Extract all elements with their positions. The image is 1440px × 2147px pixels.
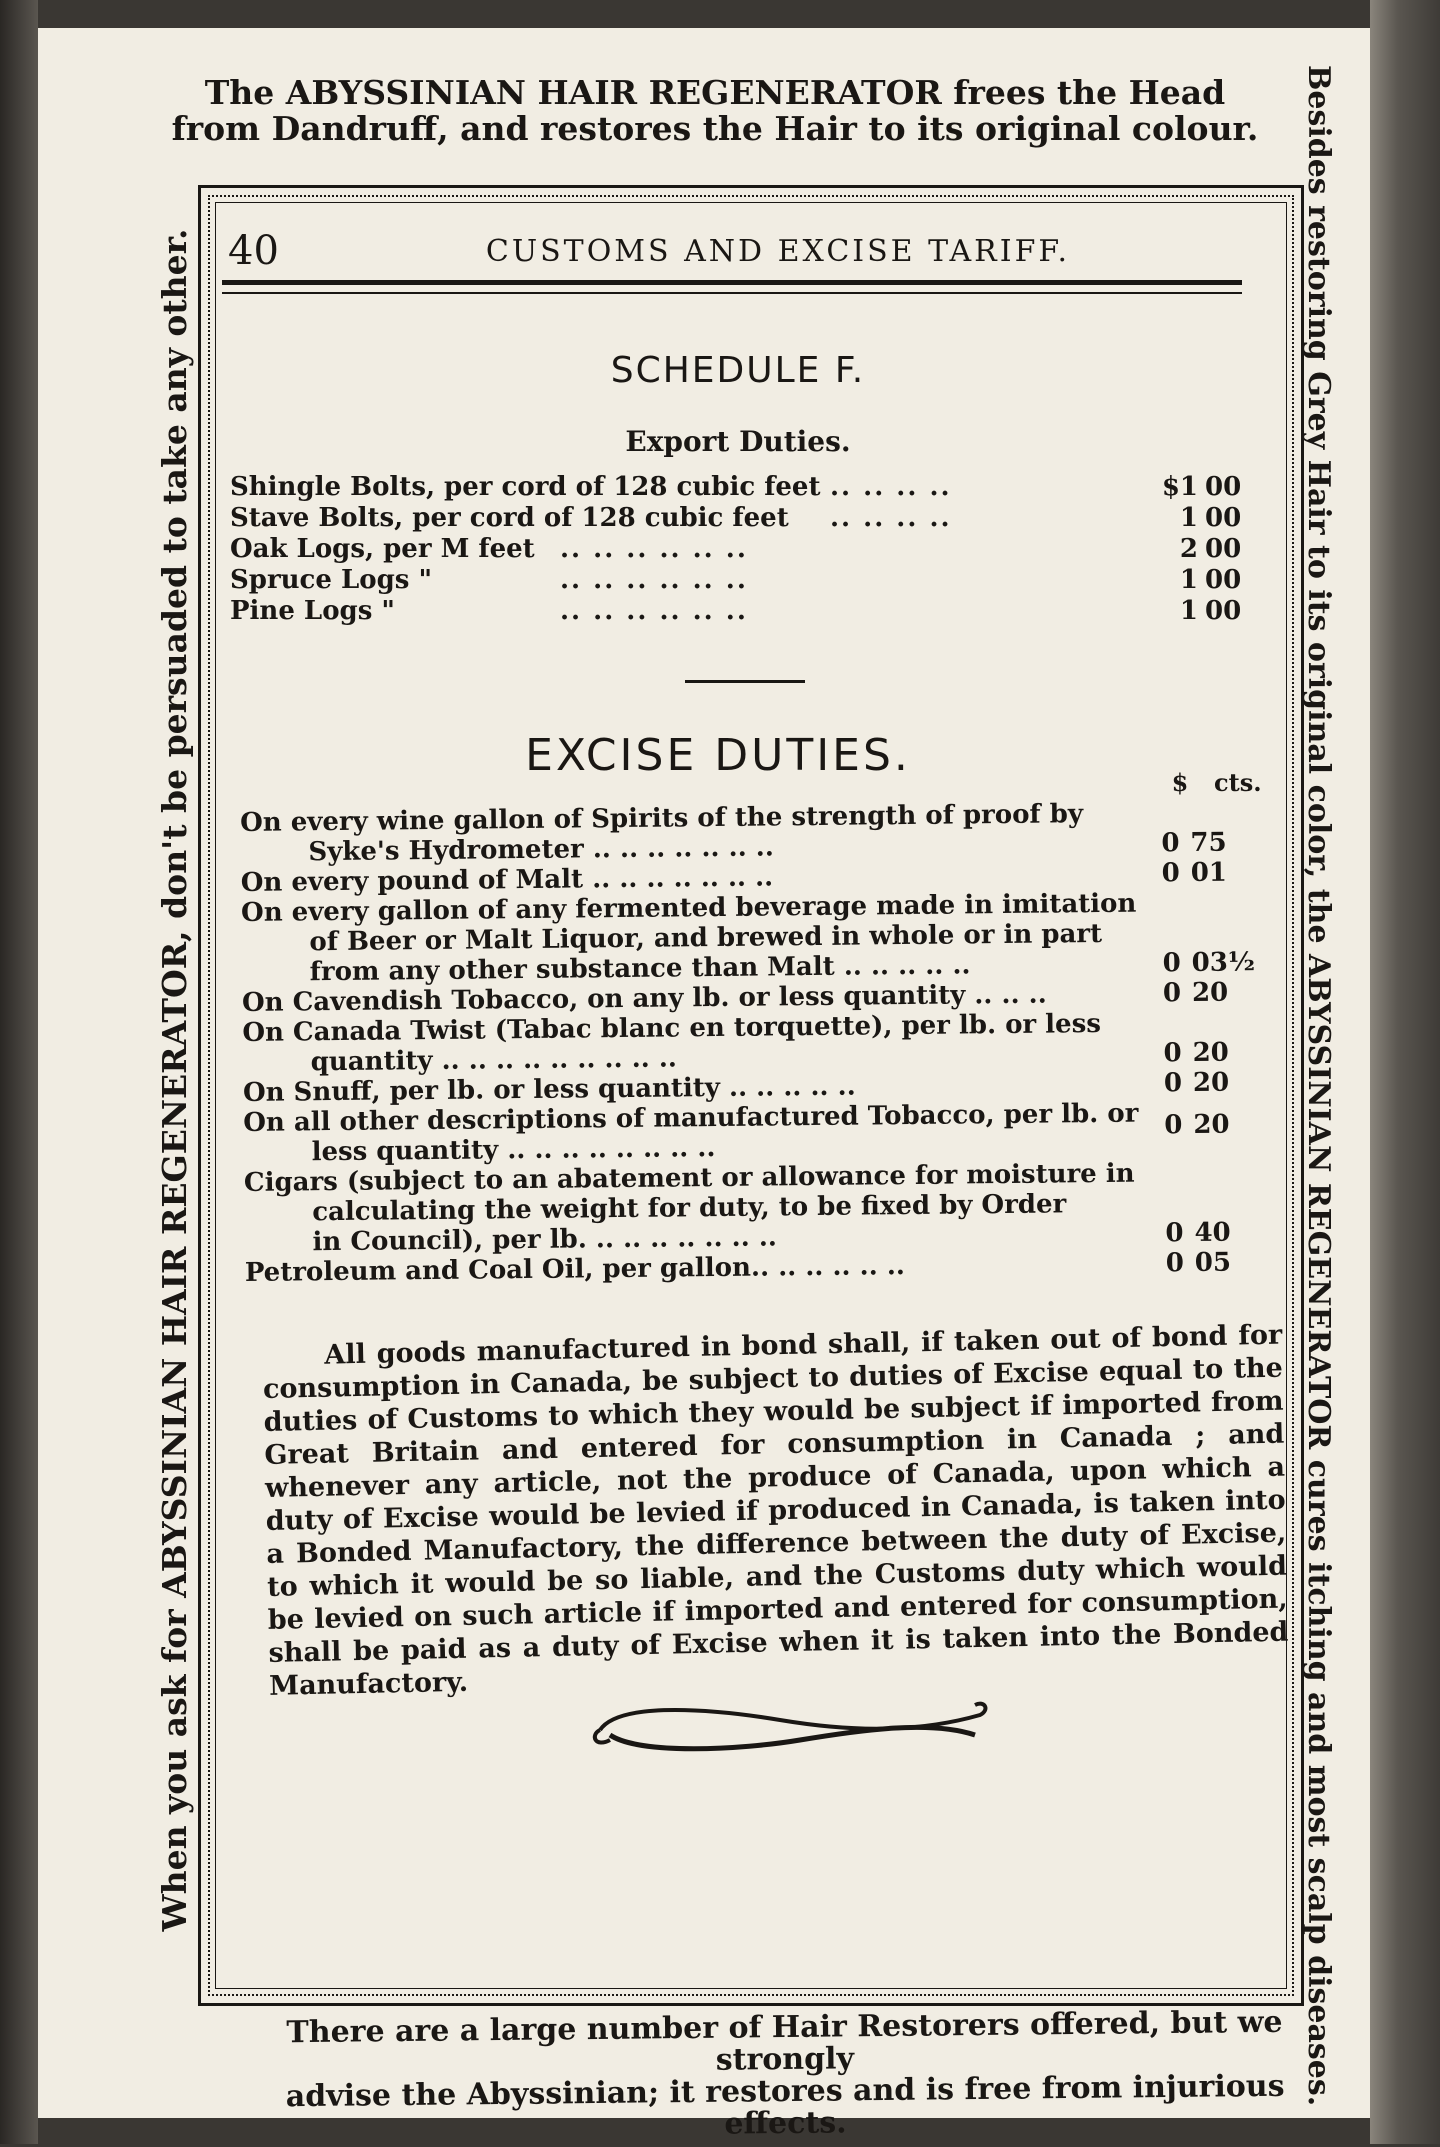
top-ad-line-2: from Dandruff, and restores the Hair to its original colour. <box>171 109 1259 148</box>
top-ad-line-1: The ABYSSINIAN HAIR REGENERATOR frees the Head <box>204 73 1226 112</box>
bonded-goods-paragraph: All goods manufactured in bond shall, if taken out of bond for consumption in Canada, be subject to duties of Excise equal to the duties of Customs to which they would be subject if imported from Great Britain and entered for consumption in Canada ; and whenever any article, not the produce of Canada, upon which a duty of Excise would be levied if produced in Canada, is taken into a Bonded Manufactory, the difference between the duty of Excise, to which it would be so liable, and the Customs duty which would be levied on such article if imported and entered for consumption, shall be paid as a duty of Excise when it is taken into the Bonded Manufactory. <box>262 1319 1289 1702</box>
table-row: On all other descriptions of manufactured Tobacco, per lb. or less quantity .. .. .. .. .. .. .. .. 0 20 <box>243 1098 1230 1168</box>
flourish-ornament <box>580 1680 1000 1770</box>
page-edge-stack <box>1370 0 1440 2144</box>
table-row: On every wine gallon of Spirits of the strength of proof by Syke's Hydrometer .. .. .. .. .. .. .. 0 75 <box>240 799 1227 868</box>
export-duties-heading: Export Duties. <box>625 425 851 458</box>
table-row: Spruce Logs " .. .. .. .. .. .. 1 00 <box>230 565 1242 595</box>
page-title: CUSTOMS AND EXCISE TARIFF. <box>485 234 1071 269</box>
table-row: Cigars (subject to an abatement or allowance for moisture in calculating the weight for duty, to be fixed by Order in Council), per lb. .. .. .. .. .. .. .. 0 40 <box>243 1158 1231 1258</box>
excise-column-header: $ cts. <box>1171 768 1262 797</box>
table-row: Pine Logs " .. .. .. .. .. .. 1 00 <box>230 596 1242 626</box>
table-row: Petroleum and Coal Oil, per gallon.. .. .. .. .. .. 0 05 <box>244 1247 1232 1288</box>
table-row: On Canada Twist (Tabac blanc en torquette), per lb. or less quantity .. .. .. .. .. .. .. .. .. 0 20 <box>242 1008 1229 1078</box>
page-header <box>228 228 1248 278</box>
bottom-ad-line-1: There are a large number of Hair Restorers offered, but we strongly <box>286 2004 1283 2078</box>
excise-duties-table <box>240 797 1265 1288</box>
table-row: Oak Logs, per M feet .. .. .. .. .. .. 2 00 <box>230 534 1242 564</box>
excise-duties-heading: EXCISE DUTIES. <box>525 730 911 781</box>
page-number: 40 <box>228 228 279 274</box>
top-advertisement <box>150 75 1280 147</box>
table-row: Shingle Bolts, per cord of 128 cubic feet .. .. .. .. $1 00 <box>230 472 1242 502</box>
table-row: Stave Bolts, per cord of 128 cubic feet .. .. .. .. 1 00 <box>230 503 1242 533</box>
table-row: On Cavendish Tobacco, on any lb. or less quantity .. .. .. 0 20 <box>241 977 1229 1018</box>
header-rule <box>222 280 1242 294</box>
bottom-ad-line-2: advise the Abyssinian; it restores and is free from injurious effects. <box>285 2068 1285 2142</box>
table-row: On every gallon of any fermented beverage made in imitation of Beer or Malt Liquor, and brewed in whole or in part from any other substance than Malt .. .. .. .. .. 0 03½ <box>240 888 1256 988</box>
left-advertisement: When you ask for ABYSSINIAN HAIR REGENERATOR, don't be persuaded to take any other. <box>155 228 194 1932</box>
table-row: On Snuff, per lb. or less quantity .. .. .. .. .. 0 20 <box>242 1067 1230 1108</box>
section-divider <box>685 680 805 683</box>
bottom-advertisement <box>229 2006 1340 2146</box>
export-duties-table <box>230 472 1260 627</box>
table-row: On every pound of Malt .. .. .. .. .. .. .. 0 01 <box>240 857 1228 898</box>
schedule-title: SCHEDULE F. <box>610 350 866 391</box>
book-spine-shadow <box>0 0 38 2144</box>
right-advertisement: Besides restoring Grey Hair to its original color, the ABYSSINIAN REGENERATOR cures itching and most scalp diseases. <box>1301 65 1336 2107</box>
